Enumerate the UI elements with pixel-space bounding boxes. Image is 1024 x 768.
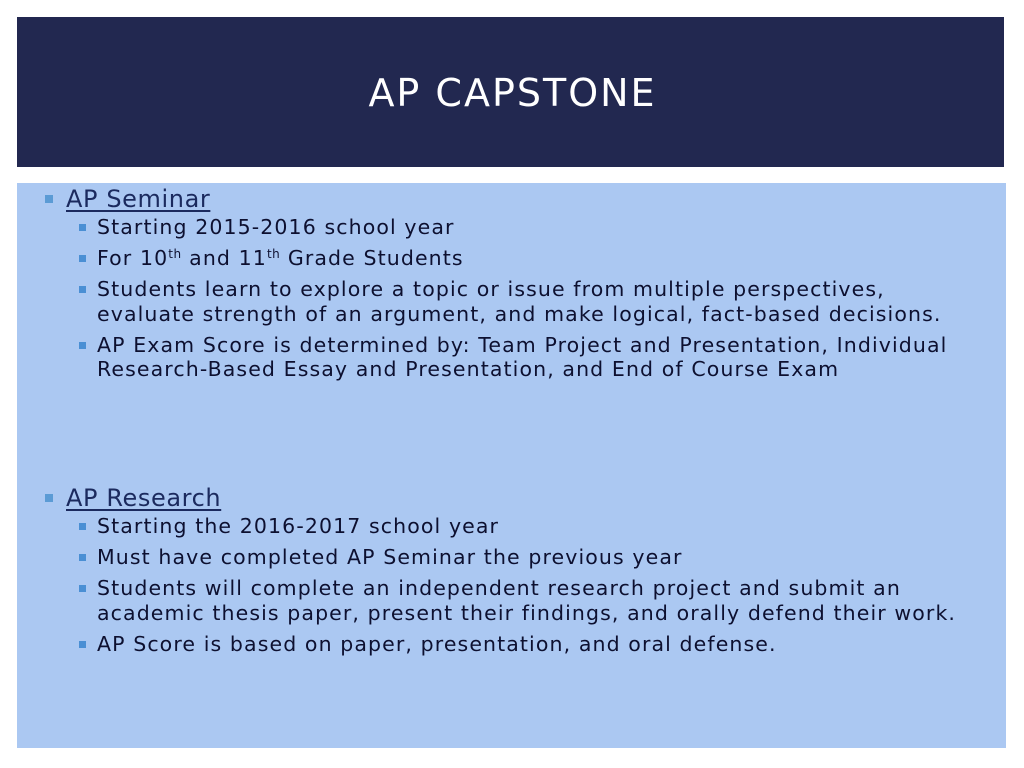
ap-research-list <box>17 514 1006 656</box>
ap-research-heading[interactable]: AP Research <box>66 484 222 512</box>
list-item <box>17 277 1006 326</box>
list-item-text: Starting the 2016-2017 school year <box>97 514 500 538</box>
square-bullet-icon <box>45 195 53 203</box>
list-item-text: Students will complete an independent research project and submit an academic thesis paper, present their findings, and orally defend their work. <box>97 576 957 625</box>
square-bullet-icon <box>79 342 86 349</box>
square-bullet-icon <box>45 494 53 502</box>
list-item-text-part: For 10 <box>97 246 169 270</box>
slide-title: AP CAPSTONE <box>368 71 657 115</box>
ap-seminar-list <box>17 215 1006 382</box>
list-item-text: Must have completed AP Seminar the previous year <box>97 545 683 569</box>
list-item <box>17 632 1006 657</box>
square-bullet-icon <box>79 585 86 592</box>
ap-seminar-heading[interactable]: AP Seminar <box>66 185 211 213</box>
list-item-text-part: Grade Students <box>280 246 464 270</box>
square-bullet-icon <box>79 286 86 293</box>
square-bullet-icon <box>79 255 86 262</box>
section-ap-seminar <box>17 183 1006 388</box>
list-item <box>17 545 1006 570</box>
list-item-text: Students learn to explore a topic or issue from multiple perspectives, evaluate strength of an argument, and make logical, fact-based decisions. <box>97 277 942 326</box>
list-item-text: Starting 2015-2016 school year <box>97 215 455 239</box>
list-item <box>17 215 1006 240</box>
square-bullet-icon <box>79 554 86 561</box>
square-bullet-icon <box>79 523 86 530</box>
title-bar <box>17 17 1004 167</box>
square-bullet-icon <box>79 224 86 231</box>
list-item <box>17 576 1006 625</box>
ordinal-suffix: th <box>266 247 281 261</box>
section-heading-row <box>17 482 1006 514</box>
section-ap-research <box>17 482 1006 663</box>
list-item <box>17 246 1006 271</box>
square-bullet-icon <box>79 641 86 648</box>
ordinal-suffix: th <box>168 247 182 261</box>
section-heading-row <box>17 183 1006 215</box>
list-item-text-part: and 11 <box>181 246 267 270</box>
list-item-text: AP Score is based on paper, presentation, and oral defense. <box>97 631 777 656</box>
list-item <box>17 514 1006 539</box>
content-panel <box>17 183 1006 748</box>
list-item <box>17 333 1006 382</box>
list-item-text: AP Exam Score is determined by: Team Project and Presentation, Individual Research-Based Essay and Presentation, and End of Course Exam <box>97 332 948 381</box>
